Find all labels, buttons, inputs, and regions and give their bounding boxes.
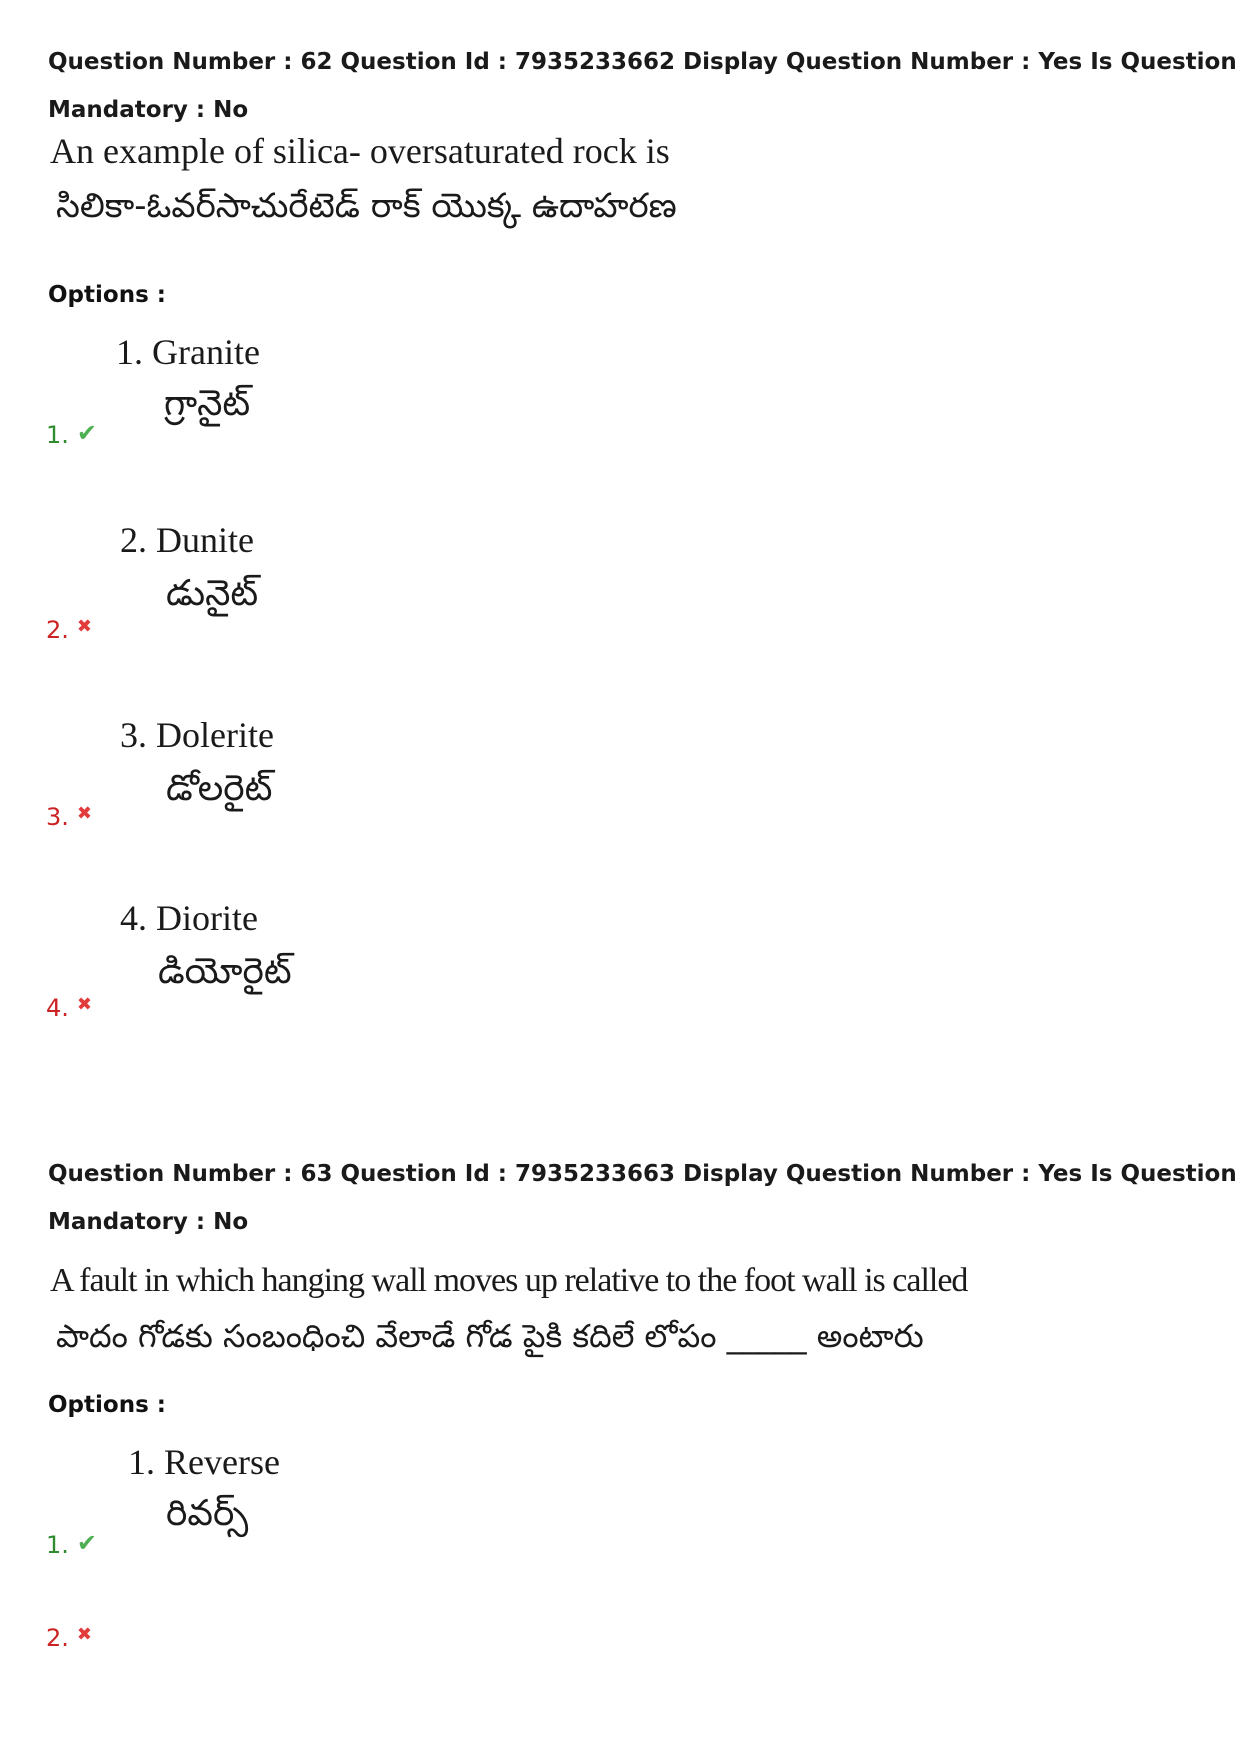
cross-icon: ✖ (76, 1624, 92, 1645)
cross-icon: ✖ (76, 616, 92, 637)
option-number-label: 2. (46, 1624, 69, 1652)
question-text-telugu: సిలికా-ఓవర్‌సాచురేటెడ్ రాక్ యొక్క ఉదాహరణ (56, 186, 677, 226)
option-text-english: 4. Diorite (120, 898, 258, 938)
option-number (46, 1528, 97, 1560)
option-text-telugu: డోలరైట్ (166, 768, 273, 809)
option-text-telugu: రివర్స్ (166, 1493, 249, 1534)
option-text-telugu: డునైట్ (166, 573, 259, 614)
option-number-label: 1. (46, 1531, 69, 1559)
options-label: Options : (48, 1392, 166, 1418)
option-number-label: 2. (46, 616, 69, 644)
option-number-label: 3. (46, 803, 69, 831)
mandatory-line: Mandatory : No (48, 97, 249, 123)
mandatory-line: Mandatory : No (48, 1209, 249, 1235)
question-text (50, 1254, 967, 1364)
option-number-label: 1. (46, 421, 69, 449)
option-text-english: 2. Dunite (120, 520, 254, 560)
question-meta-line: Question Number : 63 Question Id : 7935233663 Display Question Number : Yes Is Question (48, 1161, 1237, 1187)
cross-icon: ✖ (76, 803, 92, 824)
cross-icon: ✖ (76, 994, 92, 1015)
option-number (46, 612, 92, 645)
check-icon: ✔ (76, 1529, 98, 1557)
question-text-english: An example of silica- oversaturated rock is (50, 131, 670, 171)
question-meta-line: Question Number : 62 Question Id : 7935233662 Display Question Number : Yes Is Question (48, 49, 1237, 75)
option-text-english: 1. Reverse (128, 1442, 280, 1482)
option-number-label: 4. (46, 994, 69, 1022)
options-label: Options : (48, 282, 166, 308)
option-text-english: 3. Dolerite (120, 715, 274, 755)
question-text-english: A fault in which hanging wall moves up relative to the foot wall is called (50, 1262, 968, 1299)
option-text-telugu: గ్రానైట్ (164, 383, 251, 424)
option-number (46, 1620, 92, 1653)
question-header (48, 1150, 1237, 1246)
option-number (46, 799, 92, 832)
question-text-telugu: పాదం గోడకు సంబంధించి వేలాడే గోడ పైకి కదిలే లోపం _____ అంటారు (56, 1317, 924, 1355)
option-number (46, 418, 97, 450)
option-text-telugu: డియోరైట్ (158, 951, 292, 992)
option-text-english: 1. Granite (116, 332, 260, 372)
check-icon: ✔ (76, 419, 98, 447)
question-header (48, 38, 1237, 134)
option-number (46, 990, 92, 1023)
question-text (50, 124, 677, 234)
